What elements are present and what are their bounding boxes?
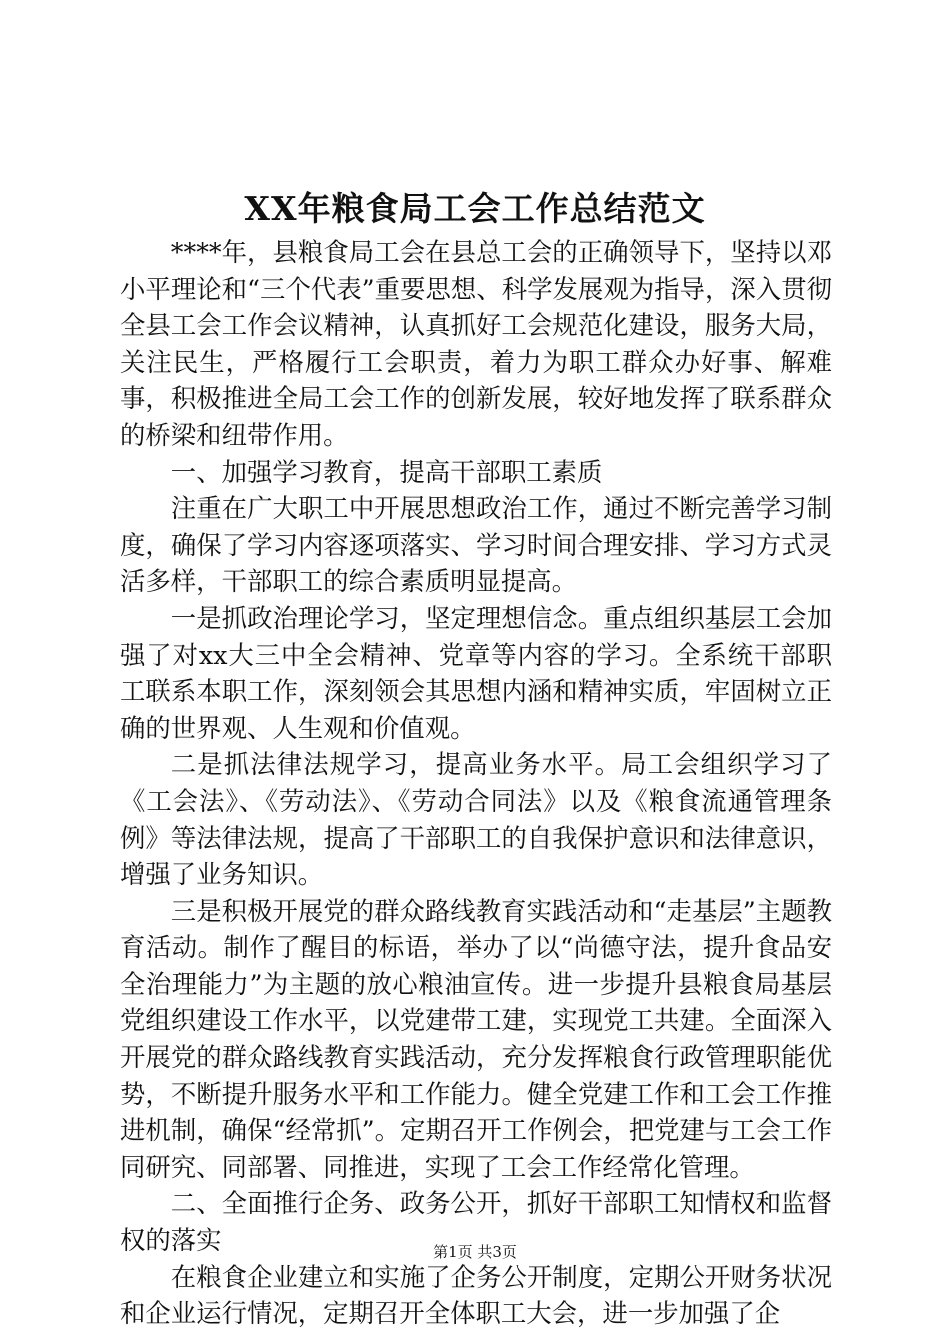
section-heading-2: 二、全面推行企务、政务公开，抓好干部职工知情权和监督权的落实 (120, 1188, 832, 1256)
page-footer: 第1页 共3页 (433, 1243, 517, 1261)
paragraph-intro: ****年，县粮食局工会在县总工会的正确领导下，坚持以邓小平理论和“三个代表”重要思想、科学发展观为指导，深入贯彻全县工会工作会议精神，认真抓好工会规范化建设，服务大局，关注民生，严格履行工会职责，着力为职工群众办好事、解难事，积极推进全局工会工作的创新发展，较好地发挥了联系群众的桥梁和纽带作用。 (120, 237, 832, 450)
document-title: XX年粮食局工会工作总结范文 (244, 189, 706, 228)
paragraph: 注重在广大职工中开展思想政治工作，通过不断完善学习制度，确保了学习内容逐项落实、学习时间合理安排、学习方式灵活多样，干部职工的综合素质明显提高。 (120, 493, 832, 597)
paragraph: 三是积极开展党的群众路线教育实践活动和“走基层”主题教育活动。制作了醒目的标语，举办了以“尚德守法，提升食品安全治理能力”为主题的放心粮油宣传。进一步提升县粮食局基层党组织建设工作水平，以党建带工建，实现党工共建。全面深入开展党的群众路线教育实践活动，充分发挥粮食行政管理职能优势，不断提升服务水平和工作能力。健全党建工作和工会工作推进机制，确保“经常抓”。定期召开工作例会，把党建与工会工作同研究、同部署、同推进，实现了工会工作经常化管理。 (120, 895, 832, 1182)
paragraph: 在粮食企业建立和实施了企务公开制度，定期公开财务状况和企业运行情况，定期召开全体职工大会，进一步加强了企 (120, 1261, 832, 1329)
paragraph: 一是抓政治理论学习，坚定理想信念。重点组织基层工会加强了对xx大三中全会精神、党章等内容的学习。全系统干部职工联系本职工作，深刻领会其思想内涵和精神实质，牢固树立正确的世界观、人生观和价值观。 (120, 602, 832, 743)
section-heading-1: 一、加强学习教育，提高干部职工素质 (170, 456, 603, 487)
paragraph: 二是抓法律法规学习，提高业务水平。局工会组织学习了《工会法》、《劳动法》、《劳动合同法》以及《粮食流通管理条例》等法律法规，提高了干部职工的自我保护意识和法律意识，增强了业务知识。 (120, 749, 832, 890)
document-body (120, 234, 832, 1332)
